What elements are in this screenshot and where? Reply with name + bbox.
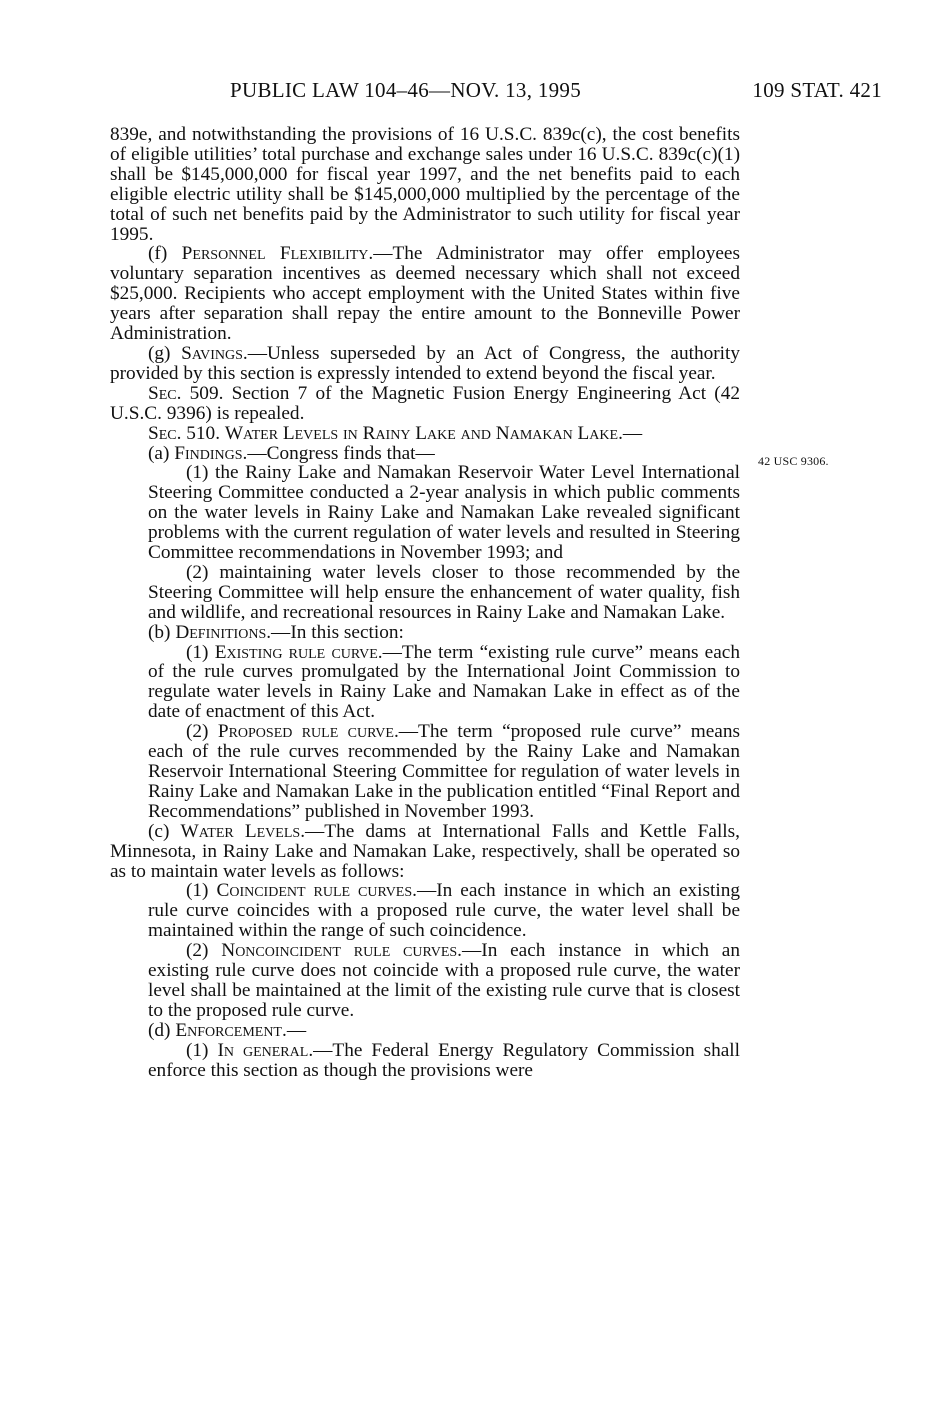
noncoincident-rule-curves: (2) Noncoincident rule curves.—In each instance in which an existing rule curve does not coincide with a proposed rule curve, the water level shall be maintained at the limit of the existing rule curve that is closest to the proposed rule curve. <box>148 940 740 1021</box>
paragraph-g-savings: (g) Savings.—Unless superseded by an Act of Congress, the authority provided by this section is expressly intended to extend beyond the fiscal year. <box>110 342 741 384</box>
definition-existing-rule-curve: (1) Existing rule curve.—The term “existing rule curve” means each of the rule curves promulgated by the International Joint Commission to regulate water levels in Rainy Lake and Namakan Lake in effect as of the date of enactment of this Act. <box>148 641 740 723</box>
coincident-rule-curves: (1) Coincident rule curves.—In each instance in which an existing rule curve coincides with a proposed rule curve, the water level shall be maintained within the range of such coincidence. <box>148 880 741 942</box>
statute-text <box>110 125 740 1081</box>
page-title: PUBLIC LAW 104–46—NOV. 13, 1995 <box>230 78 582 102</box>
finding-1: (1) the Rainy Lake and Namakan Reservoir Water Level International Steering Committee conducted a 2-year analysis in which public comments on the water levels in Rainy Lake and Namakan Lake revealed significant problems with the current regulation of water levels and resulted in Steering Committee recommendations in November 1993; and <box>148 462 740 564</box>
subsection-c-water-levels: (c) Water Levels.—The dams at International Falls and Kettle Falls, Minnesota, in Rainy Lake and Namakan Lake, respectively, shall be operated so as to maintain water levels as follows: <box>110 820 740 882</box>
finding-2: (2) maintaining water levels closer to those recommended by the Steering Committee will help ensure the enhancement of water quality, fish and wildlife, and recreational resources in Rainy Lake and Namakan Lake. <box>148 561 740 623</box>
paragraph-continuation: 839e, and notwithstanding the provisions of 16 U.S.C. 839c(c), the cost benefits of eligible utilities’ total purchase and exchange sales under 16 U.S.C. 839c(c)(1) shall be $145,000,000 for fiscal year 1997, and the net benefits paid to each eligible electric utility shall be $145,000,000 multiplied by the percentage of the total of such net benefits paid by the Administrator to such utility for fiscal year 1995. <box>110 124 740 245</box>
section-509: Sec. 509. Section 7 of the Magnetic Fusion Energy Engineering Act (42 U.S.C. 9396) is repealed. <box>110 382 740 424</box>
margin-citation: 42 USC 9306. <box>758 454 829 468</box>
subsection-d-enforcement: (d) Enforcement.— <box>148 1019 307 1041</box>
definition-proposed-rule-curve: (2) Proposed rule curve.—The term “proposed rule curve” means each of the rule curves recommended by the Rainy Lake and Namakan Reservoir International Steering Committee for regulation of water levels in Rainy Lake and Namakan Lake in the publication entitled “Final Report and Recommendations” published in November 1993. <box>148 721 740 822</box>
subsection-b-definitions: (b) Definitions.—In this section: <box>148 621 404 643</box>
section-510-heading: Sec. 510. Water Levels in Rainy Lake and Namakan Lake.— <box>148 422 643 444</box>
enforcement-in-general: (1) In general.—The Federal Energy Regulatory Commission shall enforce this section as though the provisions were <box>148 1039 740 1081</box>
paragraph-f-personnel-flexibility: (f) Personnel Flexibility.—The Administrator may offer employees voluntary separation incentives as deemed necessary which shall not exceed $25,000. Recipients who accept employment with the United States within five years after separation shall repay the entire amount to the Bonneville Power Administration. <box>110 243 740 345</box>
stat-page-number: 109 STAT. 421 <box>752 78 882 102</box>
running-head <box>110 78 882 108</box>
subsection-a-findings: (a) Findings.—Congress finds that— <box>148 442 435 464</box>
